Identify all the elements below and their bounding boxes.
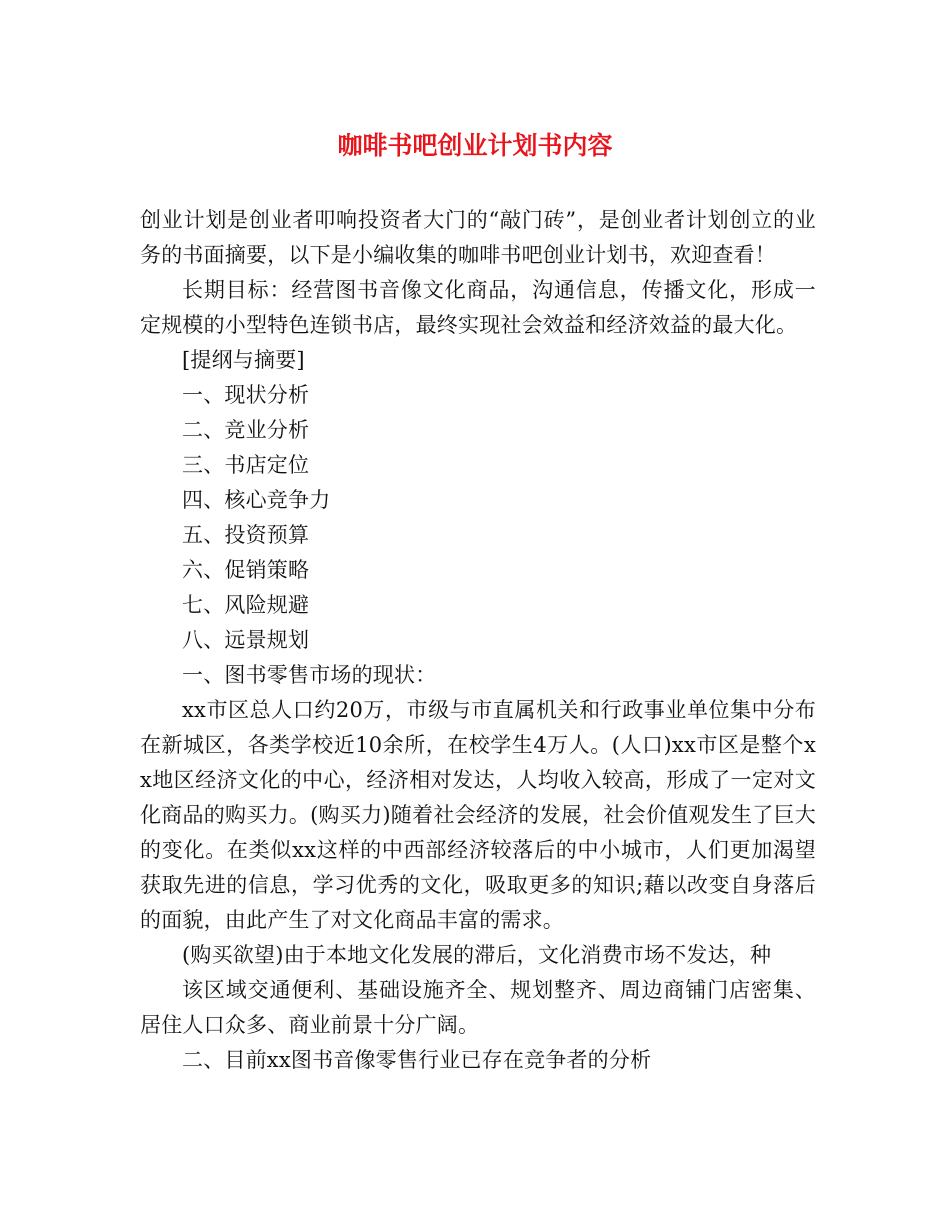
outline-item: 一、现状分析: [182, 383, 310, 407]
outline-heading: [提纲与摘要]: [182, 348, 305, 372]
outline-item: 三、书店定位: [182, 453, 310, 477]
section-heading: 二、目前xx图书音像零售行业已存在竞争者的分析: [182, 1048, 652, 1072]
outline-item: 五、投资预算: [182, 523, 310, 547]
paragraph: xx市区总人口约20万，市级与市直属机关和行政事业单位集中分布在新城区，各类学校近10余所，在校学生4万人。(人口)xx市区是整个xx地区经济文化的中心，经济相对发达，人均收入较高，形成了一定对文化商品的购买力。(购买力)随着社会经济的发展，社会价值观发生了巨大的变化。在类似xx这样的中西部经济较落后的中小城市，人们更加渴望获取先进的信息，学习优秀的文化，吸取更多的知识;藉以改变自身落后的面貌，由此产生了对文化商品丰富的需求。: [140, 698, 816, 932]
outline-item: 六、促销策略: [182, 558, 310, 582]
outline-item: 八、远景规划: [182, 628, 310, 652]
paragraph: 该区域交通便利、基础设施齐全、规划整齐、周边商铺门店密集、居住人口众多、商业前景十分广阔。: [140, 978, 816, 1037]
paragraph: (购买欲望)由于本地文化发展的滞后，文化消费市场不发达，种: [182, 943, 772, 967]
document-body: [140, 203, 816, 1078]
paragraph: 创业计划是创业者叩响投资者大门的“敲门砖”，是创业者计划创立的业务的书面摘要，以下是小编收集的咖啡书吧创业计划书，欢迎查看！: [140, 208, 816, 267]
outline-item: 七、风险规避: [182, 593, 310, 617]
paragraph: 长期目标：经营图书音像文化商品，沟通信息，传播文化，形成一定规模的小型特色连锁书店，最终实现社会效益和经济效益的最大化。: [140, 278, 816, 337]
document-title: 咖啡书吧创业计划书内容: [337, 131, 613, 160]
outline-item: 四、核心竞争力: [182, 488, 331, 512]
outline-item: 二、竞业分析: [182, 418, 310, 442]
section-heading: 一、图书零售市场的现状：: [182, 663, 437, 687]
